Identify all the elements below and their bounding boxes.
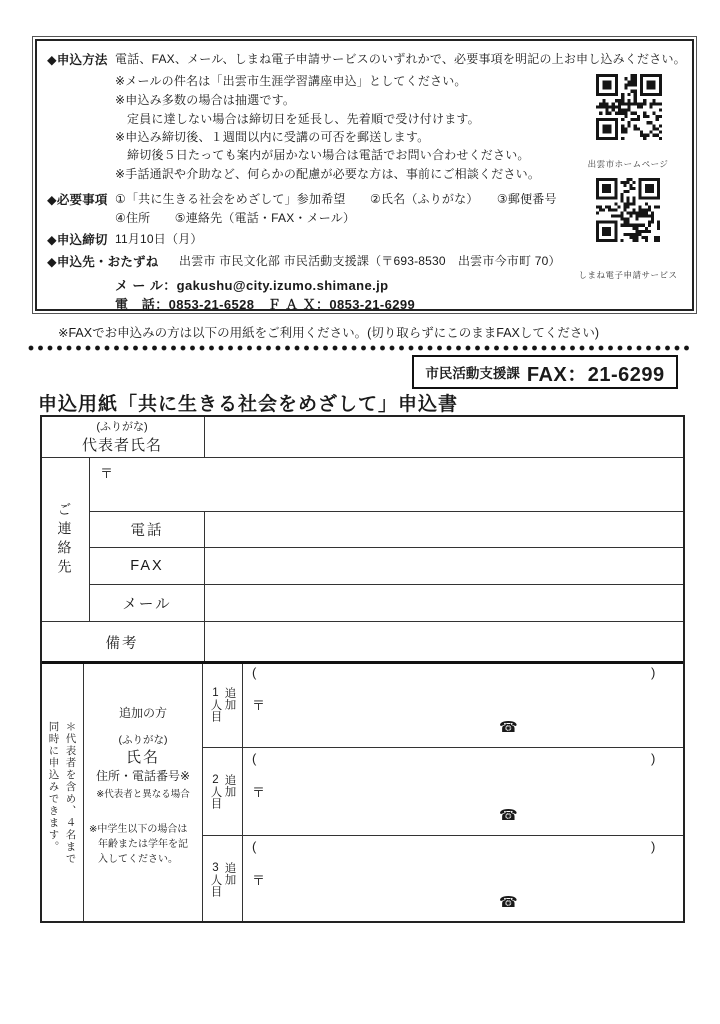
postal-mark-icon: 〒 bbox=[252, 873, 266, 888]
additional-person-2-input bbox=[243, 748, 685, 836]
form-title: 申込用紙「共に生きる社会をめざして」申込書 bbox=[38, 394, 459, 415]
additional-person-1-label bbox=[209, 687, 237, 722]
fax-label-cell bbox=[90, 548, 205, 585]
additional-info-cell bbox=[84, 662, 203, 923]
requirements-line-2: ④住所 ⑤連絡先（電話・FAX・メール） bbox=[115, 211, 356, 225]
person-2-add-label: 追加 bbox=[223, 774, 236, 797]
additional-person-2-label-cell bbox=[203, 748, 243, 836]
representative-name-input bbox=[205, 415, 685, 458]
postal-mark-icon: 〒 bbox=[252, 698, 266, 713]
remarks-label-cell bbox=[40, 622, 205, 662]
paren-open: ( bbox=[252, 665, 257, 680]
additional-addr-tel-label: 住所・電話番号※ bbox=[95, 769, 191, 783]
additional-note-minor bbox=[89, 822, 188, 867]
side-note-line-2: 同時に申込みできます。 bbox=[47, 720, 60, 853]
contact-tel-line: 電 話：0853-21-6528 Ｆ Ａ Ｘ：0853-21-6299 bbox=[115, 297, 416, 312]
additional-note-different: ※代表者と異なる場合 bbox=[96, 789, 190, 800]
person-1-number-label: 1人目 bbox=[209, 687, 222, 722]
contact-label: ◆申込先・おたずね bbox=[47, 255, 159, 269]
person-3-number-label: 3人目 bbox=[209, 862, 222, 897]
paren-open: ( bbox=[252, 751, 257, 766]
person-2-number-label: 2人目 bbox=[209, 774, 222, 809]
phone-icon: ☎ bbox=[499, 894, 518, 911]
representative-name-label-cell bbox=[40, 415, 205, 458]
paren-close: ) bbox=[651, 839, 656, 854]
remarks-input bbox=[205, 622, 685, 662]
method-line-2: ※メールの件名は「出雲市生涯学習講座申込」としてください。 bbox=[115, 74, 467, 88]
additional-note-minor-line-2: 年齢または学年を記 bbox=[98, 839, 188, 850]
postal-mark-icon: 〒 bbox=[100, 466, 114, 481]
qr-caption-shimane-service: しまね電子申請サービス bbox=[578, 270, 678, 280]
additional-person-3-label bbox=[209, 862, 237, 897]
deadline-label: ◆申込締切 bbox=[47, 233, 108, 247]
postal-mark-icon: 〒 bbox=[252, 785, 266, 800]
additional-person-2-label bbox=[209, 774, 237, 809]
mail-label-cell bbox=[90, 585, 205, 622]
representative-name-label: 代表者氏名 bbox=[81, 436, 162, 454]
furigana-label: (ふりがな) bbox=[96, 420, 148, 433]
additional-person-1-input bbox=[243, 662, 685, 748]
fax-number-box bbox=[412, 355, 678, 389]
contact-value: 出雲市 市民文化部 市民活動支援課（〒693-8530 出雲市今市町 70） bbox=[179, 254, 561, 268]
contact-mail-line: メ ー ル：gakushu@city.izumo.shimane.jp bbox=[115, 278, 389, 293]
address-input bbox=[90, 458, 685, 512]
additional-person-3-label-cell bbox=[203, 836, 243, 923]
paren-close: ) bbox=[651, 665, 656, 680]
cut-line bbox=[28, 345, 692, 351]
additional-person-1-label-cell bbox=[203, 662, 243, 748]
remarks-label: 備考 bbox=[105, 635, 139, 652]
method-line-6: 締切後５日たっても案内が届かない場合は電話でお問い合わせください。 bbox=[127, 148, 530, 162]
phone-input bbox=[205, 512, 685, 548]
side-note-cell bbox=[40, 662, 84, 923]
qr-caption-city-homepage: 出雲市ホームページ bbox=[587, 159, 669, 169]
side-note-line-1: ＊代表者を含め、４名まで bbox=[64, 720, 77, 865]
section-divider bbox=[40, 661, 685, 664]
additional-furigana-label: (ふりがな) bbox=[118, 734, 168, 746]
qr-code-city-homepage bbox=[596, 74, 662, 140]
mail-input bbox=[205, 585, 685, 622]
method-label: ◆申込方法 bbox=[47, 53, 108, 67]
requirements-line-1: ①「共に生きる社会をめざして」参加希望 ②氏名（ふりがな） ③郵便番号 bbox=[115, 192, 557, 206]
fax-input bbox=[205, 548, 685, 585]
additional-note-minor-line-1: ※中学生以下の場合は bbox=[89, 824, 188, 835]
mail-label: メール bbox=[122, 596, 172, 613]
phone-icon: ☎ bbox=[499, 719, 518, 736]
fax-number: FAX：21-6299 bbox=[526, 363, 665, 386]
additional-note-minor-line-3: 入してください。 bbox=[98, 854, 178, 865]
person-3-add-label: 追加 bbox=[223, 862, 236, 885]
phone-icon: ☎ bbox=[499, 807, 518, 824]
fax-label: FAX bbox=[130, 558, 164, 574]
requirements-label: ◆必要事項 bbox=[47, 193, 108, 207]
fax-dept-label: 市民活動支援課 bbox=[425, 366, 520, 381]
person-1-add-label: 追加 bbox=[223, 687, 236, 710]
phone-label-cell bbox=[90, 512, 205, 548]
additional-header: 追加の方 bbox=[118, 706, 167, 720]
deadline-value: 11月10日（月） bbox=[115, 232, 203, 246]
additional-name-label: 氏名 bbox=[125, 749, 160, 766]
contact-group-label: ご連絡先 bbox=[56, 501, 73, 578]
additional-person-3-input bbox=[243, 836, 685, 923]
contact-group-cell bbox=[40, 458, 90, 622]
side-note bbox=[45, 721, 79, 865]
qr-code-shimane-service bbox=[596, 178, 660, 242]
phone-label: 電話 bbox=[130, 523, 164, 539]
paren-close: ) bbox=[651, 751, 656, 766]
method-line-1: 電話、FAX、メール、しまね電子申請サービスのいずれかで、必要事項を明記の上お申し込みください。 bbox=[115, 52, 686, 66]
fax-instruction-note: ※FAXでお申込みの方は以下の用紙をご利用ください。(切り取らずにこのままFAXしてください) bbox=[58, 326, 600, 340]
method-line-3: ※申込み多数の場合は抽選です。 bbox=[115, 93, 296, 107]
method-line-5: ※申込み締切後、１週間以内に受講の可否を郵送します。 bbox=[115, 130, 430, 144]
method-line-7: ※手話通訳や介助など、何らかの配慮が必要な方は、事前にご相談ください。 bbox=[115, 167, 541, 181]
paren-open: ( bbox=[252, 839, 257, 854]
method-line-4: 定員に達しない場合は締切日を延長し、先着順で受け付けます。 bbox=[127, 112, 480, 126]
application-table bbox=[40, 415, 685, 923]
